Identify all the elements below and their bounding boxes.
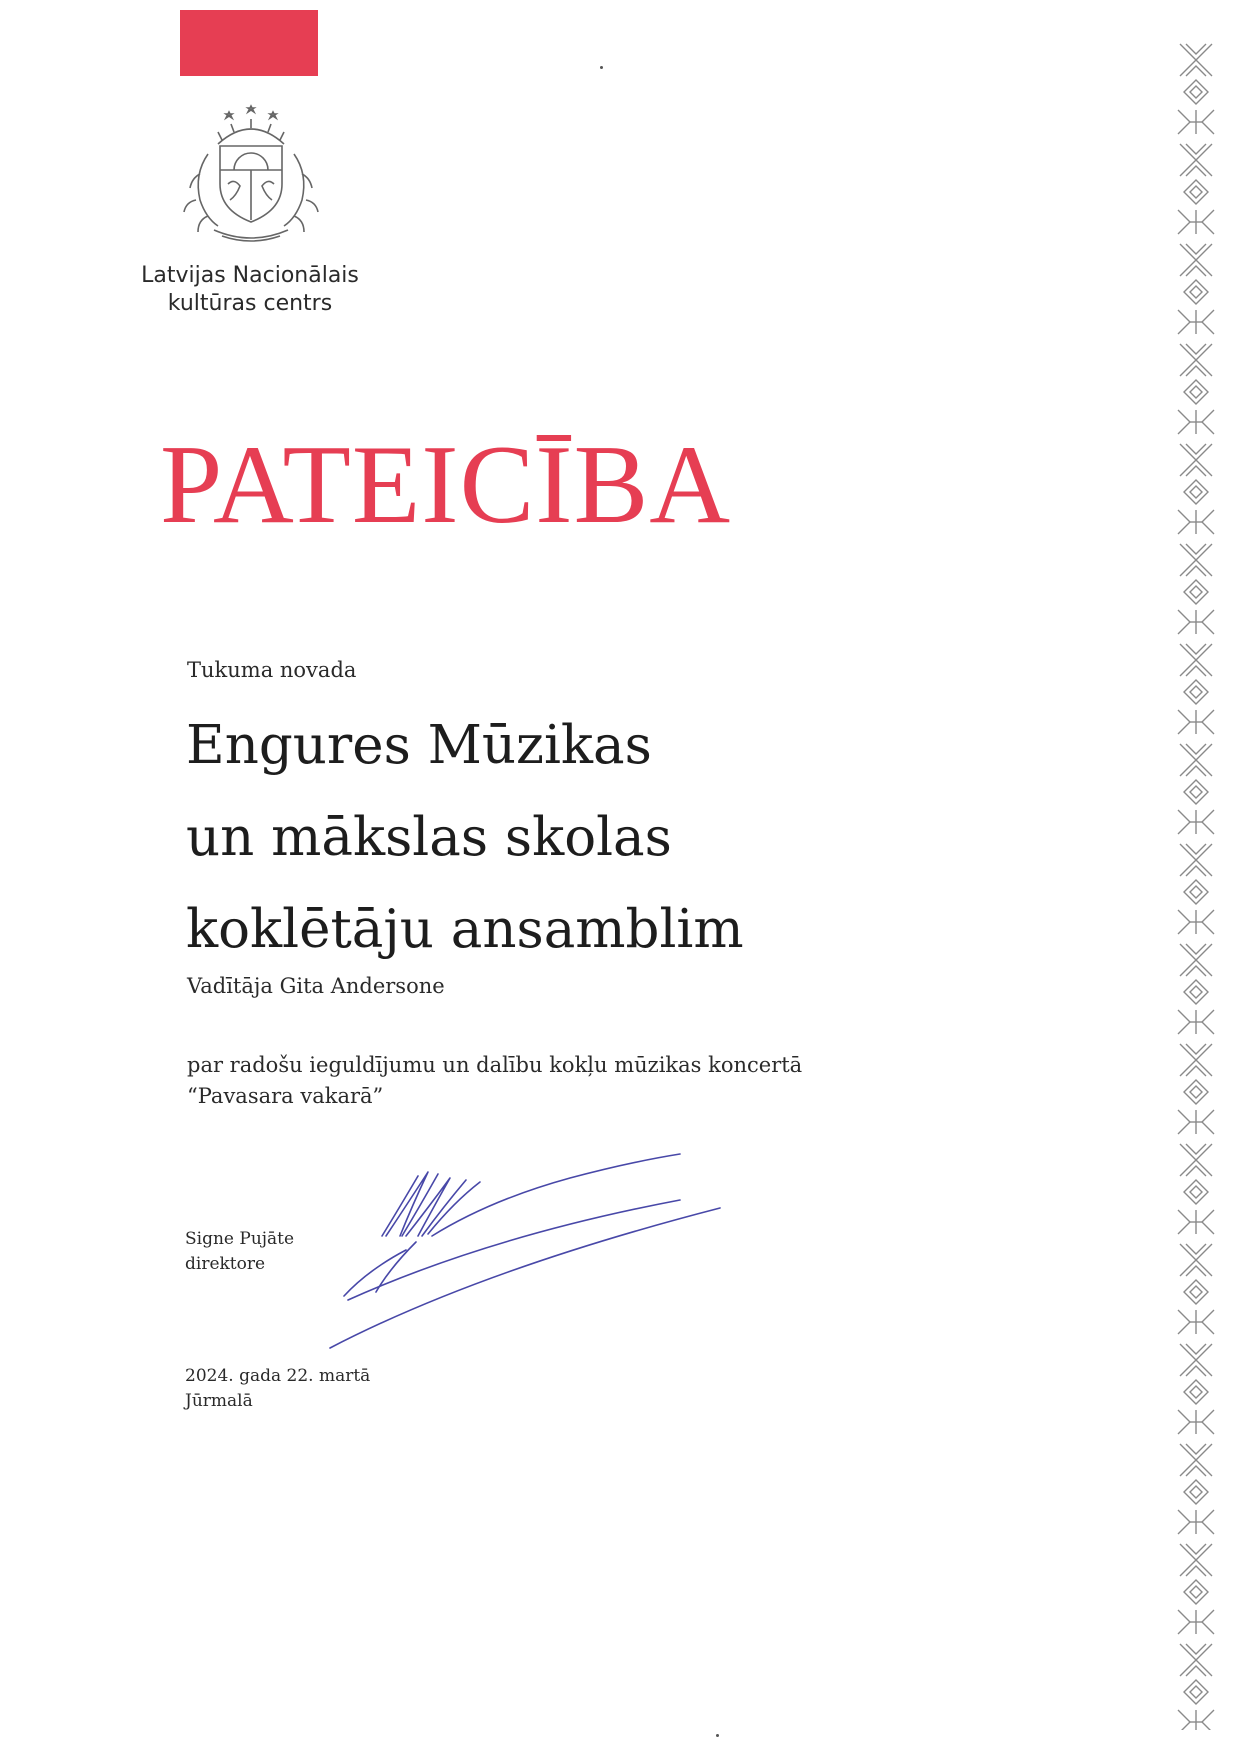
signer-name: Signe Pujāte — [185, 1229, 295, 1249]
handwritten-signature — [320, 1140, 740, 1360]
issue-info — [185, 1364, 370, 1414]
recipient-name — [186, 700, 744, 976]
signer-block — [185, 1227, 294, 1277]
scan-speck — [600, 66, 603, 69]
organization-name — [130, 262, 370, 318]
recipient-name-line: un mākslas skolas — [186, 807, 672, 868]
award-reason-line1: par radošu ieguldījumu un dalību kokļu mūzikas koncertā — [187, 1053, 803, 1077]
recipient-name-line: koklētāju ansamblim — [186, 899, 744, 960]
recipient-region: Tukuma novada — [187, 658, 357, 682]
organization-name-line1: Latvijas Nacionālais — [141, 263, 359, 288]
ensemble-leader: Vadītāja Gita Andersone — [187, 974, 445, 998]
certificate-title: PATEICĪBA — [160, 423, 732, 547]
ornament-border — [1172, 40, 1220, 1730]
issue-place: Jūrmalā — [185, 1391, 253, 1411]
signer-role: direktore — [185, 1254, 266, 1274]
scan-speck — [716, 1734, 719, 1737]
award-reason-line2: “Pavasara vakarā” — [187, 1084, 384, 1108]
organization-name-line2: kultūras centrs — [167, 291, 333, 316]
latvia-coat-of-arms-icon — [178, 104, 324, 250]
brand-color-block — [180, 10, 318, 76]
issue-date: 2024. gada 22. martā — [185, 1366, 371, 1386]
award-reason — [187, 1050, 802, 1112]
recipient-name-line: Engures Mūzikas — [186, 715, 652, 776]
